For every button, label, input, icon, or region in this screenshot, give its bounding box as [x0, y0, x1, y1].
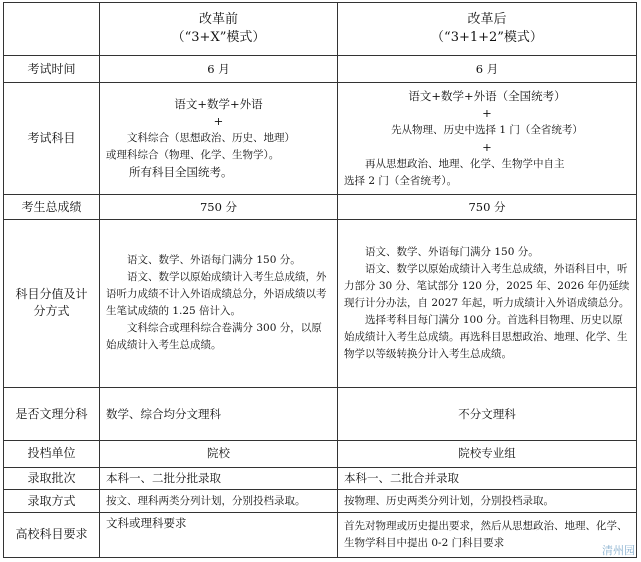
subjects-after-line: + — [482, 105, 492, 120]
row-batch — [4, 467, 637, 490]
before-title: 改革前 — [198, 12, 238, 28]
requirement-after: 首先对物理或历史提出要求，然后从思想政治、地理、化学、生物学科目中提出 0-2 门科目要求 — [338, 512, 637, 557]
row-requirement — [4, 512, 637, 557]
scoring-after — [338, 220, 637, 388]
scoring-before-para: 语文、数学、外语每门满分 150 分。 — [127, 254, 301, 267]
label-scoring: 科目分值及计分方式 — [4, 220, 100, 388]
scoring-before-para: 文科综合或理科综合卷满分 300 分，以原始成绩计入考生总成绩。 — [106, 322, 322, 352]
subjects-after-line: 选择 2 门（全省统考）。 — [344, 174, 458, 187]
header-before — [100, 3, 338, 56]
division-before: 数学、综合均分文理科 — [100, 387, 338, 440]
subjects-before-line: 文科综合（思想政治、历史、地理） — [127, 132, 295, 145]
row-exam-time — [4, 56, 637, 83]
label-exam-time: 考试时间 — [4, 56, 100, 83]
method-before: 按文、理科两类分列计划，分别投档录取。 — [100, 490, 338, 513]
watermark: 清州园 — [602, 544, 635, 557]
method-after: 按物理、历史两类分列计划，分别投档录取。 — [338, 490, 637, 513]
subjects-before-line: 语文+数学+外语 — [174, 97, 263, 112]
division-after: 不分文理科 — [338, 387, 637, 440]
label-subjects: 考试科目 — [4, 82, 100, 195]
header-row — [4, 3, 637, 56]
total-before: 750 分 — [100, 195, 338, 220]
subjects-after-line: 再从思想政治、地理、化学、生物学中自主 — [365, 157, 565, 170]
row-unit — [4, 441, 637, 468]
subjects-before-line: 所有科目全国统考。 — [129, 165, 233, 180]
subjects-before-line: + — [213, 114, 224, 129]
requirement-before: 文科或理科要求 — [100, 512, 338, 557]
subjects-after — [338, 82, 637, 195]
subjects-after-line: 先从物理、历史中选择 1 门（全省统考） — [391, 123, 583, 136]
corner-cell — [4, 3, 100, 56]
subjects-before-line: 或理科综合（物理、化学、生物学）。 — [106, 149, 280, 162]
unit-before: 院校 — [100, 441, 338, 468]
row-total — [4, 195, 637, 220]
label-division: 是否文理分科 — [4, 387, 100, 440]
row-scoring — [4, 220, 637, 388]
label-total: 考生总成绩 — [4, 195, 100, 220]
scoring-before-para: 语文、数学以原始成绩计入考生总成绩，外语听力成绩不计入外语成绩总分，外语成绩以考生笔试成绩的 1.25 倍计入。 — [106, 271, 327, 318]
batch-after: 本科一、二批合并录取 — [338, 467, 637, 490]
total-after: 750 分 — [338, 195, 637, 220]
label-batch: 录取批次 — [4, 467, 100, 490]
batch-before: 本科一、二批分批录取 — [100, 467, 338, 490]
subjects-after-line: + — [482, 139, 492, 154]
row-method — [4, 490, 637, 513]
scoring-after-para: 选择考科目每门满分 100 分。首选科目物理、历史以原始成绩计入考生总成绩。再选科目思想政治、地理、化学、生物学以等级转换分计入考生总成绩。 — [344, 313, 628, 360]
label-unit: 投档单位 — [4, 441, 100, 468]
row-subjects — [4, 82, 637, 195]
row-division — [4, 387, 637, 440]
subjects-after-line: 语文+数学+外语（全国统考） — [408, 88, 566, 103]
exam-time-before: 6 月 — [100, 56, 338, 83]
unit-after: 院校专业组 — [338, 441, 637, 468]
after-mode: （“3+1+2”模式） — [431, 30, 543, 46]
scoring-after-para: 语文、数学以原始成绩计入考生总成绩，外语科目中，听力部分 30 分、笔试部分 120 分，2025 年、2026 年仍延续现行计分办法，自 2027 年起，听力成绩计入外语成绩总分。 — [344, 262, 630, 309]
before-mode: （“3+X”模式） — [171, 30, 266, 46]
header-after — [338, 3, 637, 56]
scoring-before — [100, 220, 338, 388]
label-method: 录取方式 — [4, 490, 100, 513]
after-title: 改革后 — [467, 12, 507, 28]
label-requirement: 高校科目要求 — [4, 512, 100, 557]
subjects-before — [100, 82, 338, 195]
scoring-after-para: 语文、数学、外语每门满分 150 分。 — [365, 245, 539, 258]
exam-time-after: 6 月 — [338, 56, 637, 83]
comparison-table — [3, 2, 637, 558]
